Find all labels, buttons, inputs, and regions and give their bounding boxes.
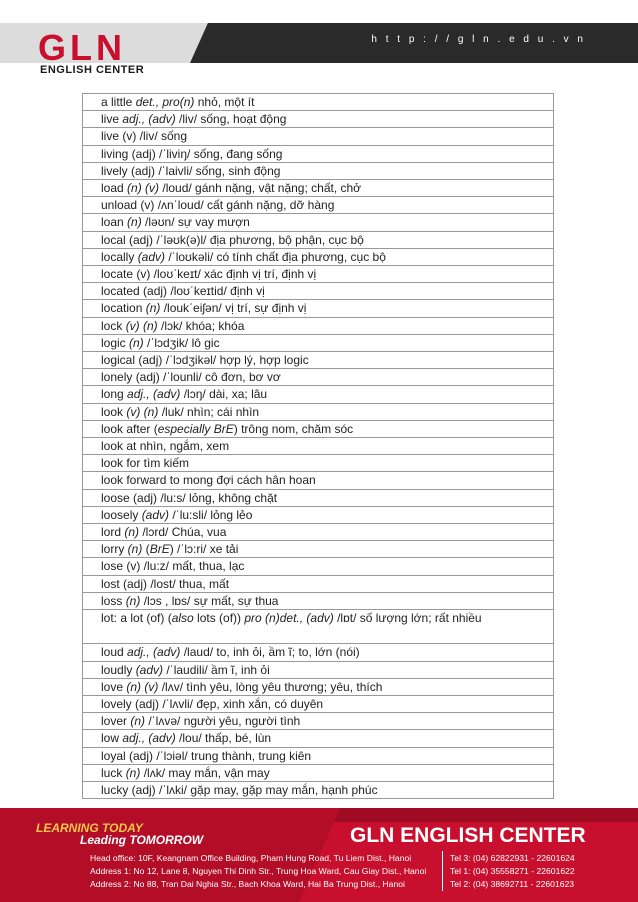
table-row: [83, 644, 553, 661]
entry-text: /ˈlɔdʒik/ lô gic: [143, 335, 220, 350]
entry-text: lost (adj) /lost/ thua, mất: [101, 576, 230, 591]
table-row: [83, 283, 553, 300]
word-class-label: adj., (adv): [127, 645, 181, 660]
entry-text: living (adj) /ˈliviŋ/ sống, đang sống: [101, 146, 283, 161]
website-url[interactable]: h t t p : / / g l n . e d u . v n: [371, 34, 586, 45]
entry-text: /luk/ nhìn; cái nhìn: [158, 404, 260, 419]
table-row: [83, 386, 553, 403]
tel-2: Tel 2: (04) 38692711 - 22601623: [450, 879, 575, 889]
entry-text: look for tìm kiếm: [101, 456, 190, 471]
entry-text: lovely (adj) /ˈlʌvli/ đẹp, xinh xắn, có duyên: [101, 697, 324, 711]
table-row: [83, 197, 553, 214]
word-class-label: (n): [125, 765, 141, 780]
word-class-label: (adv): [141, 507, 170, 522]
table-row: [83, 146, 553, 163]
entry-text: ) trông nom, chăm sóc: [233, 421, 354, 436]
entry-text: ) /ˈlɔ:ri/ xe tải: [169, 542, 239, 557]
table-row: [83, 472, 553, 489]
table-row: [83, 318, 553, 335]
table-row: [83, 94, 553, 111]
entry-text: look at nhìn, ngắm, xem: [101, 439, 230, 453]
table-row: [83, 421, 553, 438]
entry-text: loss: [101, 593, 126, 608]
entry-text: /lɔk/ khóa; khóa: [157, 318, 245, 333]
entry-text: /lʌk/ may mắn, vận may: [140, 765, 270, 780]
word-class-label: (v) (n): [126, 404, 159, 419]
entry-text: logic: [101, 335, 130, 350]
table-row: [83, 266, 553, 283]
word-class-label: (n): [124, 525, 140, 539]
entry-text: local (adj) /ˈləʊk(ə)l/ địa phương, bộ phận, cục bộ: [101, 232, 364, 247]
entry-text: /lɒt/ số lượng lớn; rất nhiều: [333, 611, 482, 625]
entry-text: lord: [101, 525, 125, 539]
entry-text: loudly: [101, 662, 136, 677]
word-class-label: (v) (n): [125, 318, 158, 333]
entry-text: /ˈlaudili/ ầm ĩ, inh ỏi: [163, 662, 270, 677]
vocabulary-table: [82, 93, 554, 799]
tel-1: Tel 1: (04) 35558271 - 22601622: [450, 866, 575, 876]
entry-text: /lɔŋ/ dài, xa; lâu: [180, 387, 268, 402]
table-row: [83, 524, 553, 541]
entry-text: lorry: [101, 542, 128, 557]
entry-text: live: [101, 112, 123, 127]
table-row: [83, 232, 553, 249]
word-class-label: (n) (v): [126, 679, 159, 694]
entry-text: live (v) /liv/ sống: [101, 129, 188, 144]
word-class-label: adj., (adv): [122, 731, 176, 746]
entry-text: locate (v) /loʊˈkeɪt/ xác định vị trí, định vị: [101, 267, 317, 281]
entry-text: unload (v) /ʌnˈloud/ cất gánh nặng, dỡ hàng: [101, 198, 335, 213]
entry-text: /ləʊn/ sự vay mượn: [141, 215, 250, 230]
entry-text: /lɔs , lɒs/ sự mất, sự thua: [140, 593, 279, 608]
entry-text: loud: [101, 645, 128, 660]
word-class-label: especially BrE: [157, 421, 234, 436]
word-class-label: also: [171, 611, 194, 625]
word-class-label: (n): [145, 301, 161, 316]
table-row: [83, 593, 553, 610]
table-row: [83, 558, 553, 575]
word-class-label: (adv): [135, 662, 164, 677]
entry-text: nhỏ, một ít: [194, 95, 255, 109]
entry-text: look forward to mong đợi cách hân hoan: [101, 473, 316, 488]
entry-text: lots (of)): [193, 611, 245, 625]
table-row: [83, 163, 553, 180]
address-2: Address 2: No 88, Tran Dai Nghia Str., Bach Khoa Ward, Hai Ba Trung Dist., Hanoi: [90, 879, 405, 889]
word-class-label: adj., (adv): [122, 112, 176, 127]
address-1: Address 1: No 12, Lane 8, Nguyen Thi Dinh Str., Trung Hoa Ward, Cau Giay Dist., Hanoi: [90, 866, 427, 876]
table-row: [83, 490, 553, 507]
word-class-label: adj., (adv): [127, 387, 181, 402]
entry-text: /lou/ thấp, bé, lùn: [175, 731, 272, 746]
table-row: [83, 730, 553, 747]
table-row: [83, 748, 553, 765]
entry-text: /lʌv/ tình yêu, lòng yêu thương; yêu, thích: [158, 679, 383, 694]
word-class-label: (n): [127, 215, 142, 230]
entry-text: lonely (adj) /ˈlounli/ cô đơn, bơ vơ: [101, 370, 281, 385]
entry-text: logical (adj) /ˈlɔdʒikəl/ hợp lý, hợp logic: [101, 353, 309, 367]
entry-text: load: [101, 181, 128, 195]
head-office-address: Head office: 10F, Keangnam Office Building, Pham Hung Road, Tu Liem Dist., Hanoi: [90, 853, 412, 863]
table-row: [83, 352, 553, 369]
tagline-learning-today: LEARNING TODAY: [36, 821, 143, 835]
entry-text: /loud/ gánh nặng, vật nặng; chất, chở: [159, 181, 362, 195]
page-footer: [0, 808, 638, 902]
table-row: [83, 335, 553, 352]
page-header: [0, 0, 638, 78]
table-row: [83, 300, 553, 317]
entry-text: lock: [101, 318, 126, 333]
table-row: [83, 541, 553, 558]
entry-text: loan: [101, 215, 128, 230]
entry-text: a little: [101, 95, 136, 109]
table-row: [83, 180, 553, 197]
entry-text: locally: [101, 249, 138, 264]
entry-text: loosely: [101, 507, 142, 522]
entry-text: /ˈloʊkəli/ có tính chất địa phương, cục bộ: [165, 249, 386, 264]
word-class-label: (n): [125, 593, 141, 608]
tel-3: Tel 3: (04) 62822931 - 22601624: [450, 853, 575, 863]
entry-text: lot: a lot (of) (: [101, 611, 172, 625]
entry-text: /lɔrd/ Chúa, vua: [139, 525, 227, 539]
table-row: [83, 713, 553, 730]
entry-text: look after (: [101, 421, 158, 436]
table-row: [83, 128, 553, 145]
footer-separator: [442, 851, 443, 891]
entry-text: love: [101, 679, 127, 694]
tagline-leading-tomorrow: Leading TOMORROW: [80, 833, 204, 847]
word-class-label: (n): [129, 335, 144, 350]
entry-text: low: [101, 731, 123, 746]
table-row: [83, 249, 553, 266]
entry-text: /ˈlʌvə/ người yêu, người tình: [145, 714, 301, 729]
entry-text: lively (adj) /ˈlaivli/ sống, sinh động: [101, 163, 281, 178]
table-row: [83, 610, 553, 644]
entry-text: located (adj) /loʊˈkeɪtid/ định vị: [101, 284, 265, 299]
table-row: [83, 214, 553, 231]
word-class-label: pro (n)det., (adv): [244, 611, 334, 625]
word-class-label: (n): [127, 542, 143, 557]
footer-brand: GLN ENGLISH CENTER: [350, 824, 586, 847]
entry-text: (: [142, 542, 150, 557]
table-row: [83, 369, 553, 386]
entry-text: lover: [101, 714, 131, 729]
entry-text: lose (v) /lu:z/ mất, thua, lạc: [101, 559, 245, 574]
word-class-label: (adv): [137, 249, 166, 264]
entry-text: long: [101, 387, 128, 402]
table-row: [83, 662, 553, 679]
entry-text: /ˈlu:sli/ lỏng lẻo: [169, 507, 253, 522]
word-class-label: det., pro(n): [135, 95, 195, 109]
table-row: [83, 111, 553, 128]
entry-text: luck: [101, 765, 126, 780]
entry-text: /liv/ sống, hoạt động: [175, 112, 287, 127]
word-class-label: (n) (v): [127, 181, 160, 195]
table-row: [83, 782, 553, 799]
entry-text: loyal (adj) /ˈlɔiəl/ trung thành, trung kiên: [101, 748, 312, 763]
entry-text: look: [101, 404, 127, 419]
entry-text: loose (adj) /lu:s/ lỏng, không chặt: [101, 490, 278, 505]
table-row: [83, 765, 553, 782]
table-row: [83, 507, 553, 524]
entry-text: /loukˈeiʃən/ vị trí, sự định vị: [160, 301, 307, 316]
word-class-label: BrE: [149, 542, 170, 557]
table-row: [83, 455, 553, 472]
table-row: [83, 696, 553, 713]
entry-text: location: [101, 301, 146, 316]
table-row: [83, 404, 553, 421]
table-row: [83, 679, 553, 696]
entry-text: /laud/ to, inh ỏi, ầm ĩ; to, lớn (nói): [180, 645, 360, 660]
table-row: [83, 576, 553, 593]
logo-text: GLN: [38, 30, 126, 64]
logo-subtitle: ENGLISH CENTER: [40, 64, 145, 76]
table-row: [83, 438, 553, 455]
entry-text: lucky (adj) /ˈlʌki/ gặp may, gặp may mắn, hạnh phúc: [101, 783, 378, 797]
word-class-label: (n): [130, 714, 146, 729]
